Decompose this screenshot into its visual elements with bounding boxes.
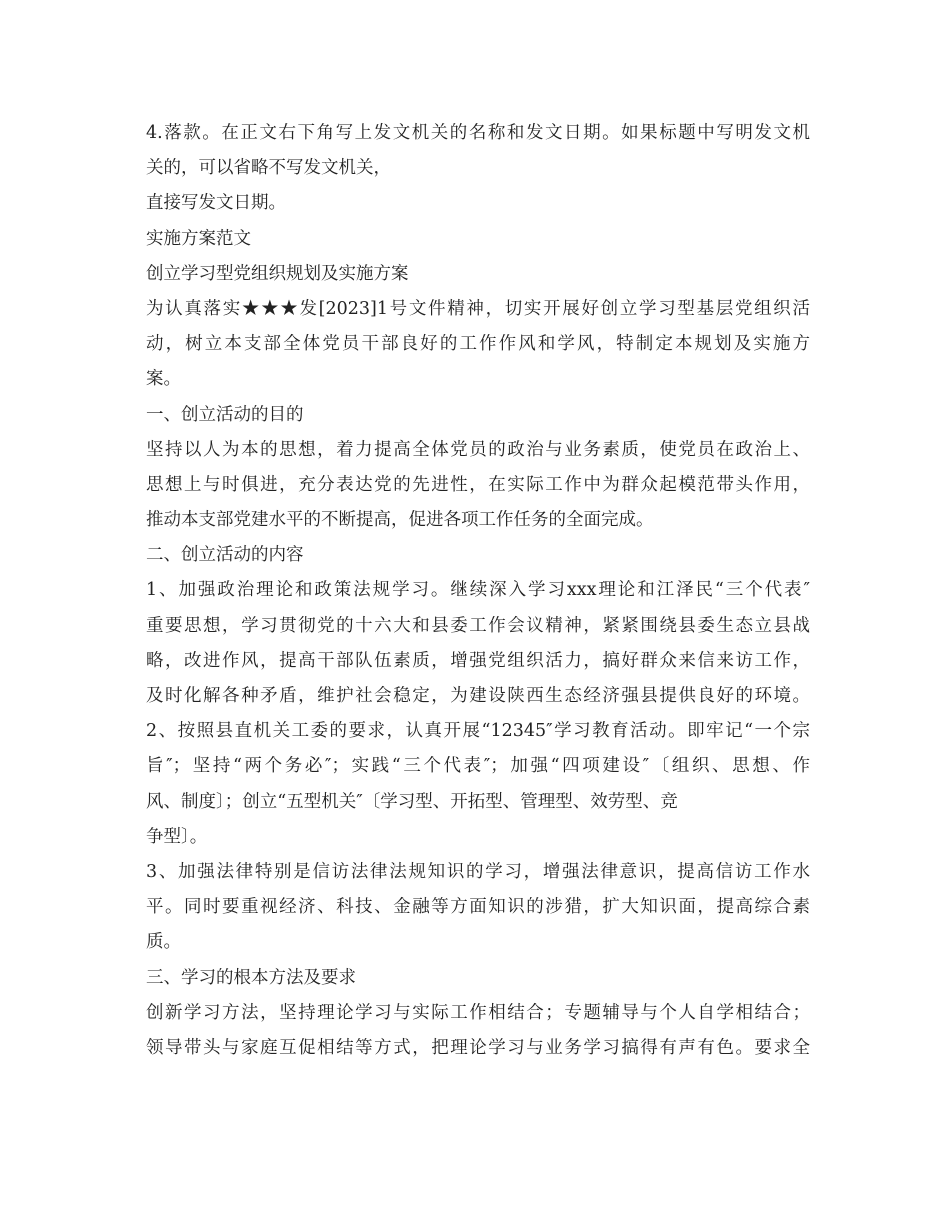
paragraph-line: 推动本支部党建水平的不断提高，促进各项工作任务的全面完成。 [146, 510, 654, 531]
paragraph-line: 风、制度〕；创立“五型机关″〔学习型、开拓型、管理型、效劳型、竞 [146, 791, 678, 812]
section-heading: 一、创立活动的目的 [146, 404, 304, 425]
paragraph-line: 为认真落实★★★发[2023]1号文件精神，切实开展好创立学习型基层党组织活 [146, 298, 810, 319]
section-heading: 二、创立活动的内容 [146, 545, 304, 566]
paragraph-line: 重要思想，学习贯彻党的十六大和县委工作会议精神，紧紧围绕县委生态立县战 [146, 615, 810, 636]
paragraph-line: 创新学习方法，坚持理论学习与实际工作相结合；专题辅导与个人自学相结合； [146, 1002, 810, 1023]
document-body [146, 116, 810, 1066]
paragraph-line: 4.落款。在正文右下角写上发文机关的名称和发文日期。如果标题中写明发文机 [146, 123, 810, 143]
paragraph-line: 质。 [146, 932, 181, 953]
section-heading: 三、学习的根本方法及要求 [146, 967, 356, 988]
paragraph-line: 关的，可以省略不写发文机关， [146, 158, 391, 179]
paragraph-line: 思想上与时俱进，充分表达党的先进性，在实际工作中为群众起模范带头作用， [146, 474, 810, 495]
paragraph-line: 略，改进作风，提高干部队伍素质，增强党组织活力，搞好群众来信来访工作， [146, 650, 810, 671]
paragraph-line: 2、按照县直机关工委的要求，认真开展“12345″学习教育活动。即牢记“一个宗 [146, 721, 810, 742]
paragraph-line: 争型〕。 [146, 826, 208, 847]
paragraph-line: 平。同时要重视经济、科技、金融等方面知识的涉猎，扩大知识面，提高综合素 [146, 897, 810, 918]
heading-line: 创立学习型党组织规划及实施方案 [146, 263, 409, 284]
paragraph-line: 坚持以人为本的思想，着力提高全体党员的政治与业务素质，使党员在政治上、 [146, 439, 810, 460]
paragraph-line: 动，树立本支部全体党员干部良好的工作作风和学风，特制定本规划及实施方 [146, 334, 810, 355]
paragraph-line: 案。 [146, 369, 181, 390]
paragraph-line: 及时化解各种矛盾，维护社会稳定，为建设陕西生态经济强县提供良好的环境。 [146, 686, 810, 706]
paragraph-line: 1、加强政治理论和政策法规学习。继续深入学习xxx理论和江泽民“三个代表″ [146, 580, 810, 601]
paragraph-line: 旨″；坚持“两个务必″；实践“三个代表″；加强“四项建设″〔组织、思想、作 [146, 756, 810, 777]
paragraph-line: 直接写发文日期。 [146, 193, 286, 214]
heading-line: 实施方案范文 [146, 228, 251, 249]
paragraph-line: 3、加强法律特别是信访法律法规知识的学习，增强法律意识，提高信访工作水 [146, 861, 810, 882]
paragraph-line: 领导带头与家庭互促相结等方式，把理论学习与业务学习搞得有声有色。要求全 [146, 1037, 810, 1058]
